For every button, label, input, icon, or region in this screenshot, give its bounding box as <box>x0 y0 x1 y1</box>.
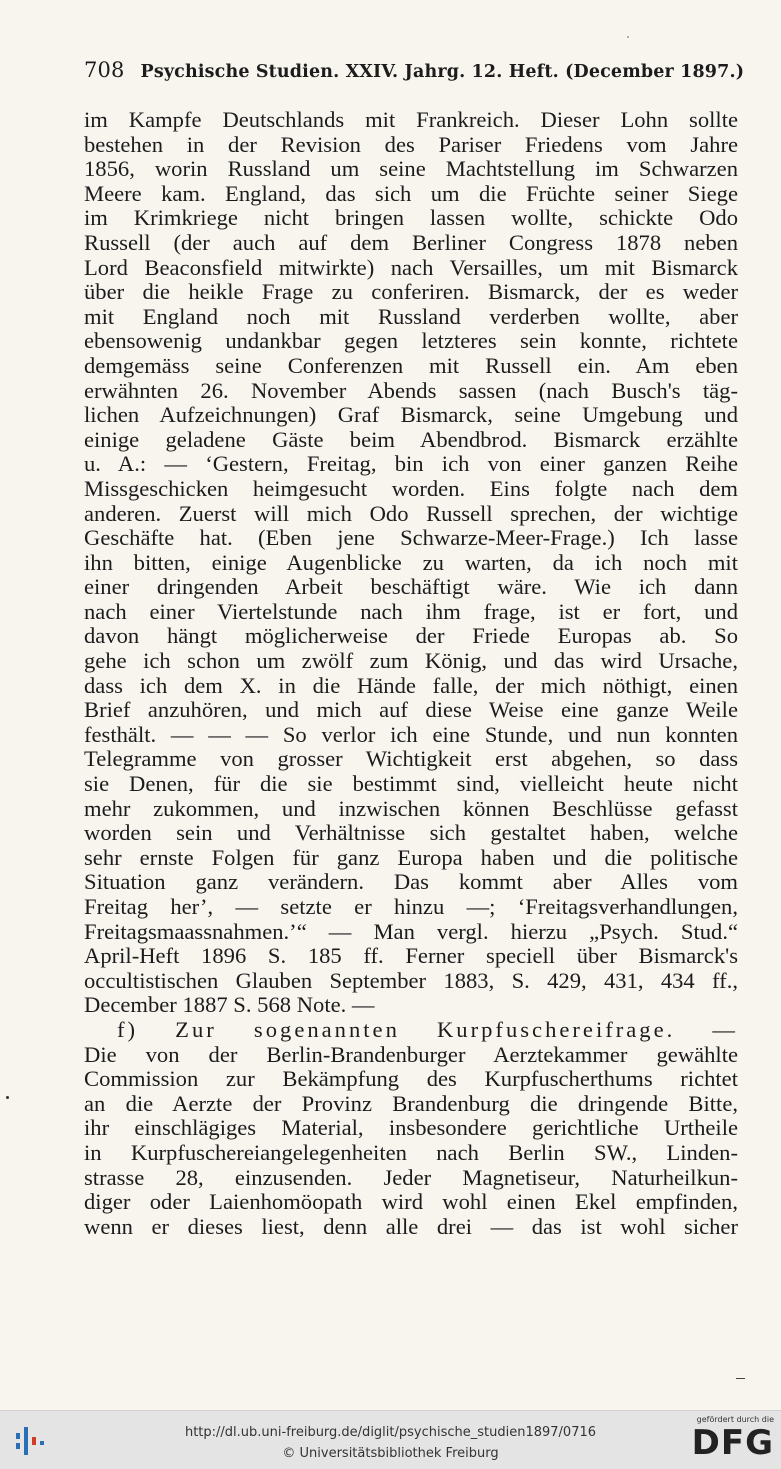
text-line: sehr ernste Folgen für ganz Europa haben und die politische <box>84 845 738 870</box>
text-line: ebensowenig undankbar gegen letzteres sein konnte, richtete <box>84 329 738 354</box>
section-heading: f) Zur sogenannten Kurpfuschereifrage. — <box>117 1017 738 1042</box>
text-line: Meere kam. England, das sich um die Früchte seiner Siege <box>84 181 738 206</box>
text-line: occultistischen Glauben September 1883, S. 429, 431, 434 ff., <box>84 968 738 993</box>
text-line: an die Aerzte der Provinz Brandenburg die dringende Bitte, <box>84 1091 738 1116</box>
text-line: Geschäfte hat. (Eben jene Schwarze-Meer-Frage.) Ich lasse <box>84 526 738 551</box>
text-line: mehr zukommen, und inzwischen können Beschlüsse gefasst <box>84 796 738 821</box>
text-line: Russell (der auch auf dem Berliner Congress 1878 neben <box>84 230 738 255</box>
text-line: demgemäss seine Conferenzen mit Russell ein. Am eben <box>84 353 738 378</box>
text-line: December 1887 S. 568 Note. — <box>84 993 375 1018</box>
dfg-logo-text: DFG <box>691 1423 774 1463</box>
text-line: festhält. — — — So verlor ich eine Stunde, und nun konnten <box>84 722 738 747</box>
text-line: Die von der Berlin-Brandenburger Aerztekammer gewählte <box>84 1042 738 1067</box>
text-line: April-Heft 1896 S. 185 ff. Ferner speciell über Bismarck's <box>84 944 738 969</box>
text-line: Lord Beaconsfield mitwirkte) nach Versailles, um mit Bismarck <box>84 255 738 280</box>
text-line: einige geladene Gäste beim Abendbrod. Bismarck erzählte <box>84 427 738 452</box>
text-line: strasse 28, einzusenden. Jeder Magnetiseur, Naturheilkun- <box>84 1165 738 1190</box>
running-title: Psychische Studien. XXIV. Jahrg. 12. Heft. (December 1897.) <box>140 62 745 82</box>
sponsor-caption: gefördert durch die <box>696 1415 774 1424</box>
text-line: bestehen in der Revision des Pariser Friedens vom Jahre <box>84 132 738 157</box>
text-line: wenn er dieses liest, denn alle drei — das ist wohl sicher <box>84 1214 738 1239</box>
text-line: dass ich dem X. in die Hände falle, der mich nöthigt, einen <box>84 673 738 698</box>
scan-speck <box>627 36 629 38</box>
text-line: mit England noch mit Russland verderben wollte, aber <box>84 304 738 329</box>
text-line: über die heikle Frage zu conferiren. Bismarck, der es weder <box>84 280 738 305</box>
text-line: Brief anzuhören, und mich auf diese Weise eine ganze Weile <box>84 698 738 723</box>
text-line: Missgeschicken heimgesucht worden. Eins folgte nach dem <box>84 476 738 501</box>
text-line: im Krimkriege nicht bringen lassen wollte, schickte Odo <box>84 206 738 231</box>
text-line: davon hängt möglicherweise der Friede Europas ab. So <box>84 624 738 649</box>
body-text <box>84 108 738 1239</box>
running-header <box>84 58 745 92</box>
margin-dot <box>6 1096 9 1099</box>
text-line: Freitagsmaassnahmen.’“ — Man vergl. hierzu „Psych. Stud.“ <box>84 919 738 944</box>
copyright-notice: © Universitätsbibliothek Freiburg <box>282 1446 499 1461</box>
text-line: lichen Aufzeichnungen) Graf Bismarck, seine Umgebung und <box>84 403 738 428</box>
text-line: erwähnten 26. November Abends sassen (nach Busch's täg- <box>84 378 738 403</box>
text-line: worden sein und Verhältnisse sich gestaltet haben, welche <box>84 821 738 846</box>
dfg-logo <box>690 1415 774 1467</box>
text-line: ihr einschlägiges Material, insbesondere gerichtliche Urtheile <box>84 1116 738 1141</box>
text-line: 1856, worin Russland um seine Machtstellung im Schwarzen <box>84 157 738 182</box>
viewer-footer <box>0 1410 781 1469</box>
text-line: nach einer Viertelstunde nach ihm frage, ist er fort, und <box>84 599 738 624</box>
text-line: Telegramme von grosser Wichtigkeit erst abgehen, so dass <box>84 747 738 772</box>
text-line: u. A.: — ‘Gestern, Freitag, bin ich von einer ganzen Reihe <box>84 452 738 477</box>
text-line: gehe ich schon um zwölf zum König, und das wird Ursache, <box>84 649 738 674</box>
corner-mark <box>736 1378 745 1379</box>
source-url[interactable]: http://dl.ub.uni-freiburg.de/diglit/psychische_studien1897/0716 <box>184 1425 597 1440</box>
text-line: Freitag her’, — setzte er hinzu —; ‘Freitagsverhandlungen, <box>84 895 738 919</box>
text-line: in Kurpfuschereiangelegenheiten nach Berlin SW., Linden- <box>84 1140 738 1165</box>
text-line: ihn bitten, einige Augenblicke zu warten, da ich noch mit <box>84 550 738 575</box>
text-line: diger oder Laienhomöopath wird wohl einen Ekel empfinden, <box>84 1190 738 1215</box>
page-number: 708 <box>84 58 125 82</box>
text-line: sie Denen, für die sie bestimmt sind, vielleicht heute nicht <box>84 772 738 797</box>
text-line: Commission zur Bekämpfung des Kurpfuscherthums richtet <box>84 1067 738 1092</box>
text-line: Situation ganz verändern. Das kommt aber Alles vom <box>84 870 738 895</box>
text-line: anderen. Zuerst will mich Odo Russell sprechen, der wichtige <box>84 501 738 526</box>
text-line: im Kampfe Deutschlands mit Frankreich. Dieser Lohn sollte <box>84 108 738 132</box>
text-line: einer dringenden Arbeit beschäftigt wäre. Wie ich dann <box>84 575 738 600</box>
